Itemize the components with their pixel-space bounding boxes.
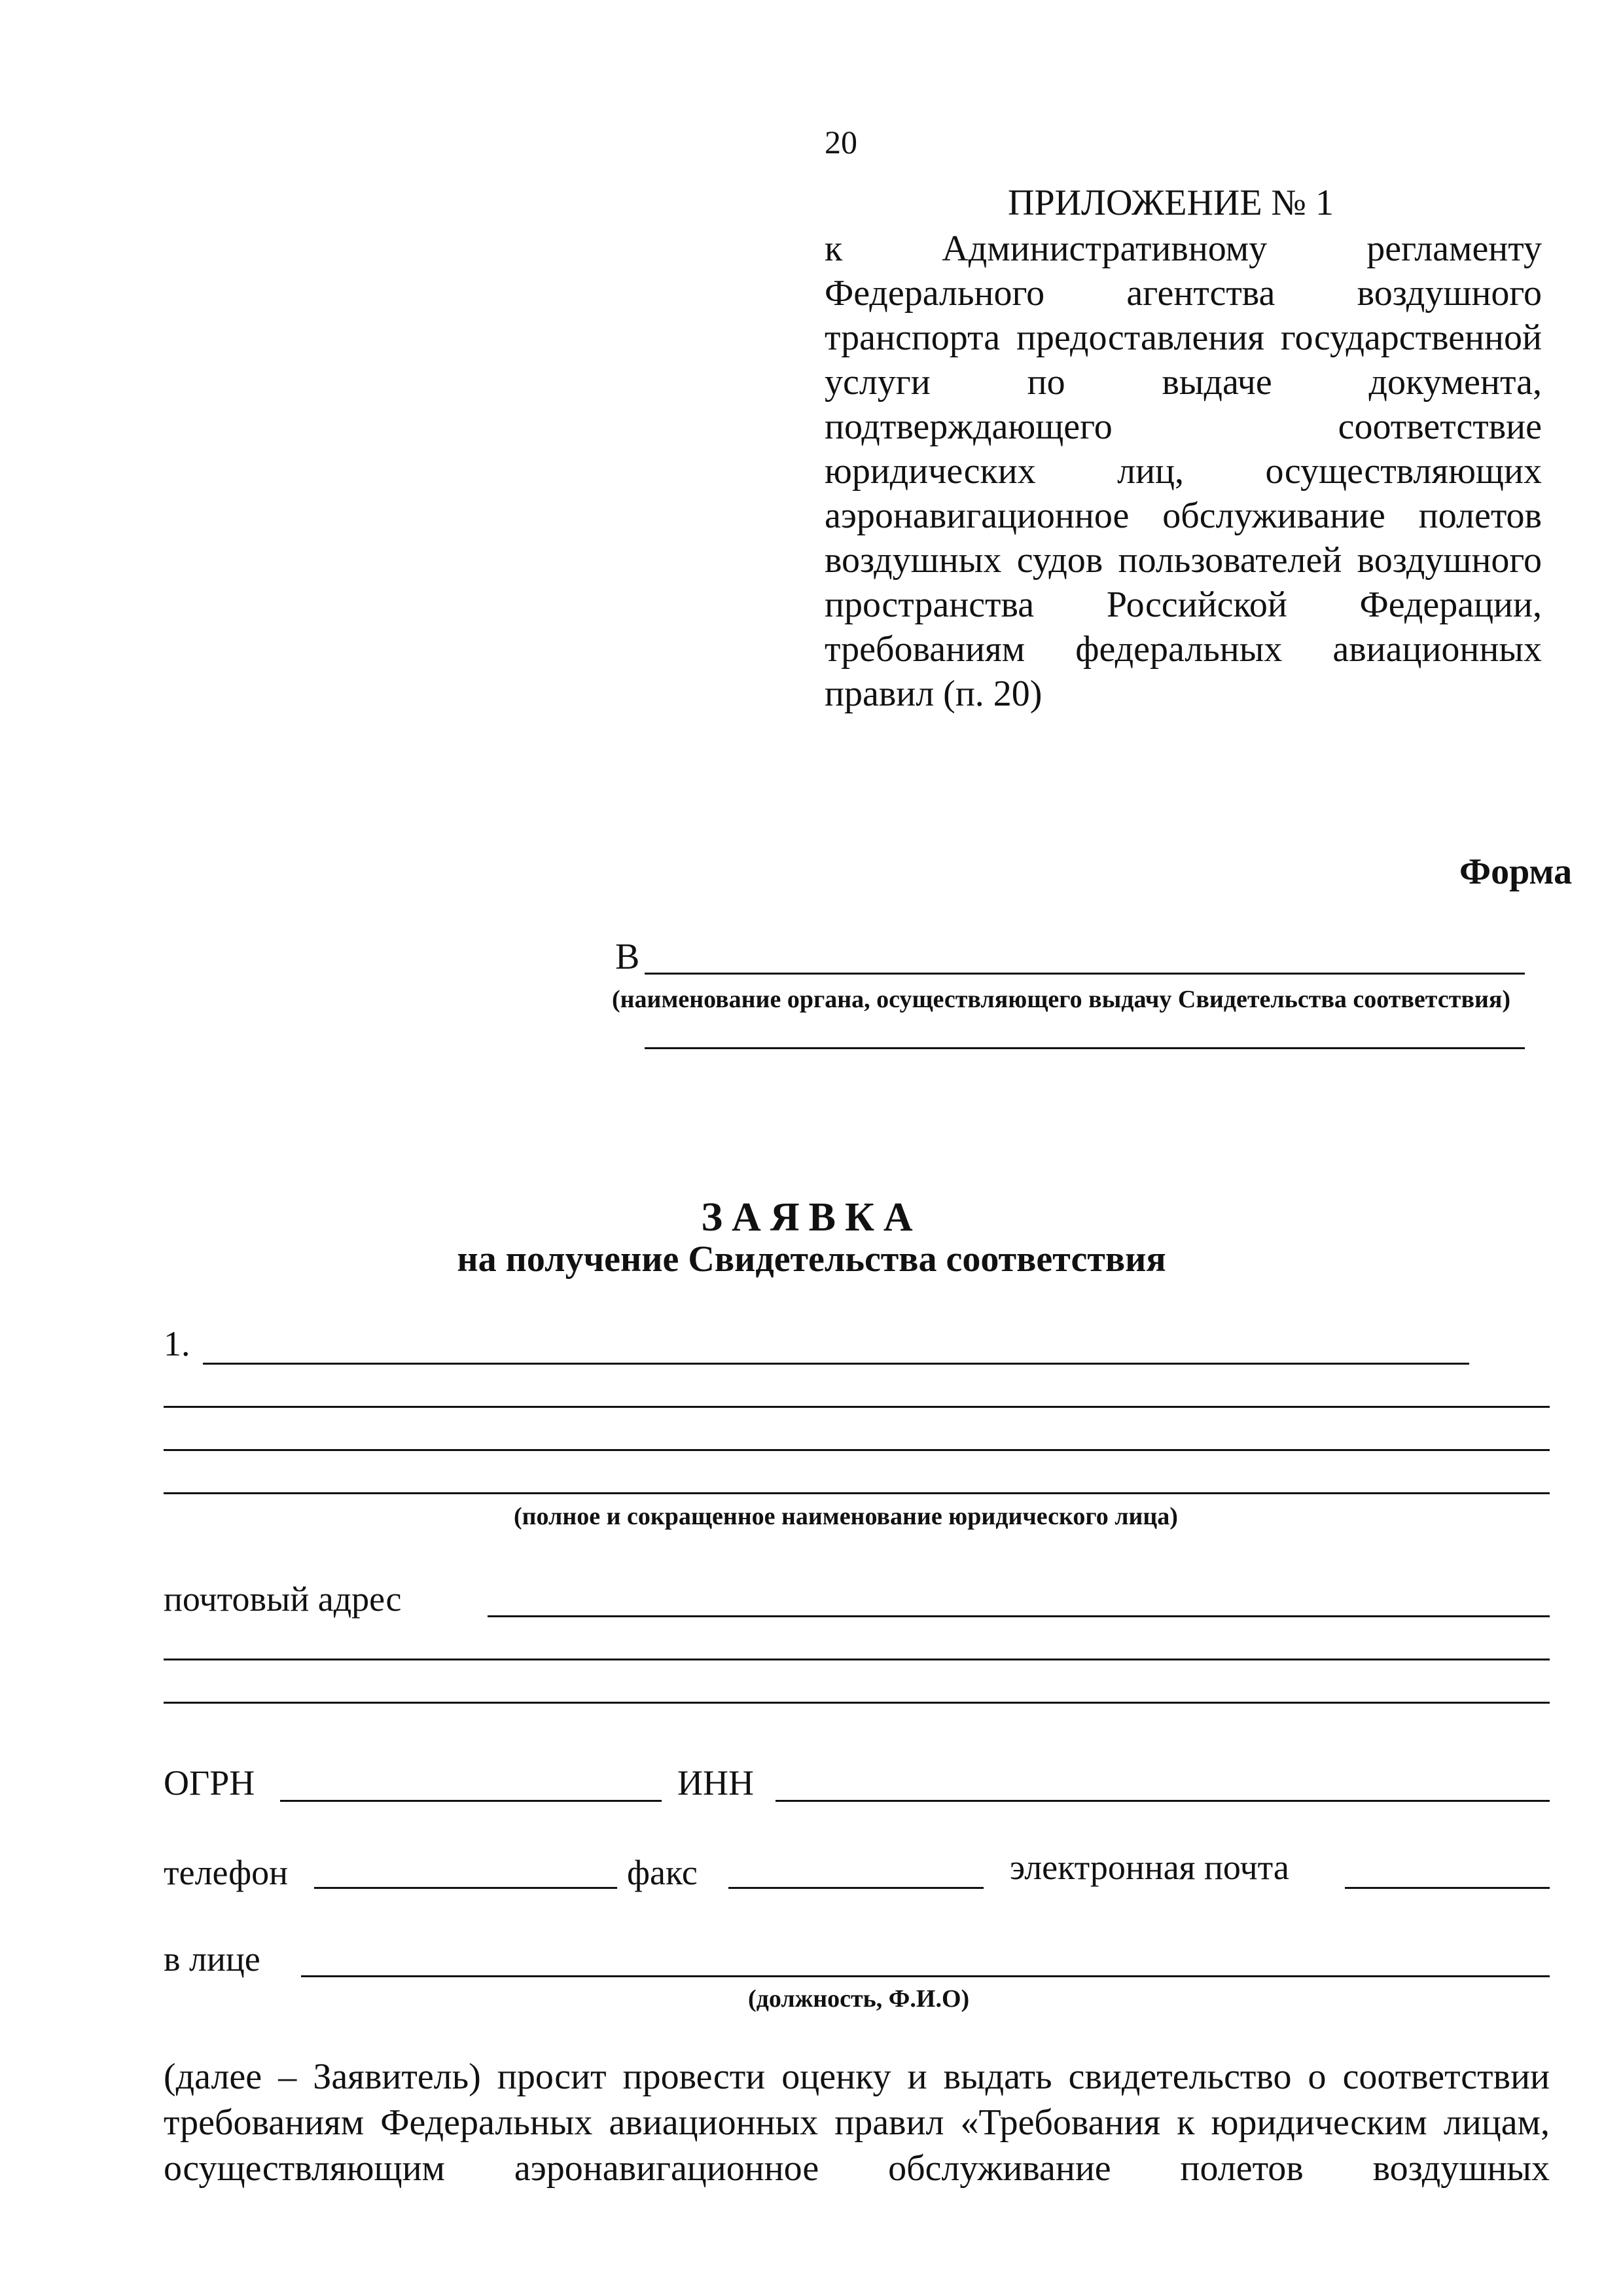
appendix-title: ПРИЛОЖЕНИЕ № 1 (1008, 183, 1334, 223)
addressee-line[interactable] (645, 973, 1525, 975)
postal-address-label: почтовый адрес (164, 1579, 402, 1619)
addressee-caption: (наименование органа, осуществляющего выдачу Свидетельства соответствия) (612, 986, 1511, 1013)
postal-address-line-1[interactable] (488, 1615, 1550, 1617)
entity-name-line-4[interactable] (164, 1492, 1550, 1494)
page-number: 20 (825, 124, 857, 160)
application-body-text: (далее – Заявитель) просит провести оценку и выдать свидетельство о соответствии требованиям Федеральных авиационных правил «Требования к юридическим лицам, осуществляющим аэронавигационное обслуживание полетов воздушных (164, 2056, 1550, 2189)
ogrn-input-line[interactable] (280, 1800, 662, 1802)
appendix-text: к Административному регламенту Федерального агентства воздушного транспорта предоставления государственной услуги по выдаче документа, подтверждающего соответствие юридических лиц, осуществляющих аэронавигационное обслуживание полетов воздушных судов пользователей воздушного пространства Российской Федерации, требованиям федеральных авиационных правил (п. 20) (825, 228, 1542, 714)
entity-name-line-3[interactable] (164, 1449, 1550, 1451)
addressee-line-2[interactable] (645, 1047, 1525, 1049)
postal-address-line-3[interactable] (164, 1702, 1550, 1704)
represented-by-label: в лице (164, 1939, 260, 1979)
item-number: 1. (164, 1324, 190, 1363)
inn-input-line[interactable] (776, 1800, 1550, 1802)
entity-name-line-1[interactable] (203, 1363, 1469, 1365)
document-title: ЗАЯВКА (701, 1195, 922, 1240)
fax-input-line[interactable] (728, 1887, 984, 1889)
inn-label: ИНН (677, 1763, 754, 1803)
addressee-prefix: В (615, 937, 640, 977)
entity-name-line-2[interactable] (164, 1406, 1550, 1408)
ogrn-label: ОГРН (164, 1763, 255, 1803)
represented-by-input-line[interactable] (301, 1975, 1550, 1977)
postal-address-line-2[interactable] (164, 1659, 1550, 1660)
email-label: электронная почта (1010, 1848, 1289, 1887)
document-subtitle: на получение Свидетельства соответствия (457, 1239, 1166, 1280)
position-caption: (должность, Ф.И.О) (748, 1985, 970, 2013)
email-input-line[interactable] (1345, 1887, 1550, 1889)
entity-name-caption: (полное и сокращенное наименование юридического лица) (514, 1503, 1178, 1530)
fax-label: факс (627, 1853, 698, 1892)
phone-input-line[interactable] (314, 1887, 617, 1889)
phone-label: телефон (164, 1853, 289, 1892)
form-label: Форма (1459, 852, 1573, 892)
